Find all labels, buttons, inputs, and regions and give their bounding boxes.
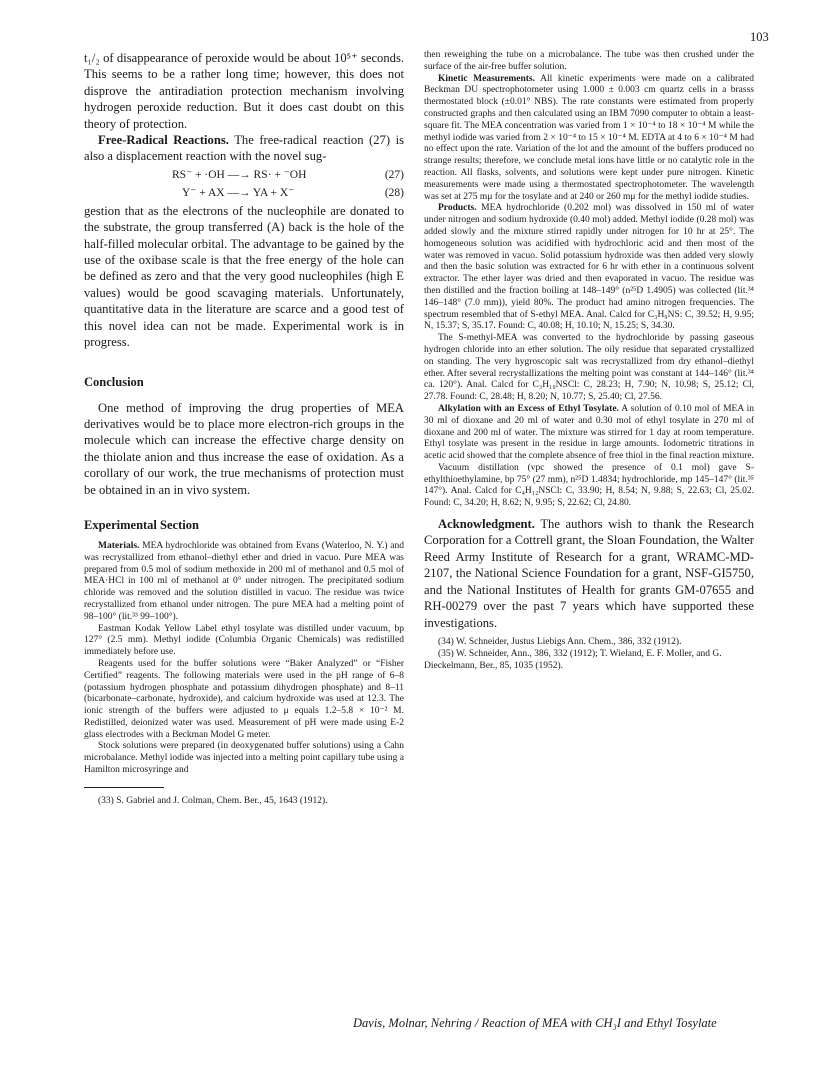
running-footer: Davis, Molnar, Nehring / Reaction of MEA with CH₃I and Ethyl Tosylate [353,1016,717,1030]
free-radical-text: The free-radical reaction (27) is also a displacement reaction with the novel sug- [84,133,404,164]
left-column [84,50,404,808]
materials-text: MEA hydrochloride was obtained from Evans (Waterloo, N. Y.) and was recrystallized from ethanol–diethyl ether and dried in vacuo. Pure MEA was prepared from 0.5 mol of sodium methoxide in 200 ml of methanol and 0.5 mol of MEA·HCl in 100 ml of methanol at 0° under nitrogen. The precipitated sodium chloride was removed and the solution distilled in vacuo. The residue was twice recrystallized from ethanol under nitrogen. The pure MEA had a melting point of 98–100° (lit.³³ 99–100°). [84,540,404,622]
paragraph-peroxide: t₁/₂ of disappearance of peroxide would be about 10⁵⁺ seconds. This seems to be a rather long time; however, this does not disprove the antiradiation protection mechanism involving hydrogen peroxide reduction. But it does cast doubt on this theory of protection. [84,51,404,131]
equation-28-expression: Y⁻ + AX —→ YA + X⁻ [182,186,295,199]
paragraph-materials [84,541,404,624]
footnote-35: (35) W. Schneider, Ann., 386, 332 (1912); T. Wieland, E. F. Moller, and G. Dieckelmann, Ber., 85, 1035 (1952). [424,648,722,671]
paragraph-products [424,203,754,333]
paragraph-vacuum-distillation: Vacuum distillation (vpc showed the presence of 0.1 mol) gave S-ethylthioethylamine, bp 75° (27 mm), n²⁵D 1.4834; hydrochloride, mp 145–147° (lit.³⁵ 147°). Anal. Calcd for C₄H₁₂NSCl: C, 33.90; H, 8.54; N, 9.88; S, 22.63; Cl, 25.02. Found: C, 34.20; H, 8.62; N, 9.95; S, 22.62; Cl, 24.80. [424,462,754,509]
paragraph-oxibase: gestion that as the electrons of the nucleophile are donated to the substrate, the group transferred (A) back is the hole of the half-filled molecular orbital. The advantage to be gained by the use of the oxibase scale is that the free energy of the hole can be defined as zero and that the very good nucleophiles (high E values) would be good scavaging materials. Unfortunately, quantitative data in the literature are scarce and a good test of this novel idea can not be made. Experimental work is in progress. [84,203,404,350]
equation-28-number: (28) [384,186,404,199]
kinetic-text: All kinetic experiments were made on a calibrated Beckman DU spectrophotometer using 1.000 ± 0.003 cm quartz cells in a brasss thermostated block (±0.01° NBS). The rate constants were estimated from properly constructed graphs and then calculated using an IBM 7090 computer to obtain a least-square fit. The MEA concentration was varied from 1 × 10⁻⁴ to 18 × 10⁻⁴ M while the methyl iodide was varied from 2 × 10⁻⁴ to 15 × 10⁻⁴ M. EDTA at 4 to 6 × 10⁻⁴ M had no effect upon the rate. Variation of the lot and the amount of the buffers produced no strange results; therefore, we conclude metal ions have little or no catalytic role in the reaction. All flasks, solvents, and solutions were kept under pure nitrogen. Kinetic measurements were made using a thermostated spectrophotometer. The wavelength was set at 275 mμ for the tosylate and at 240 or 260 mμ for the methyl iodide studies. [424,73,755,202]
footnote-33: (33) S. Gabriel and J. Colman, Chem. Ber., 45, 1643 (1912). [98,795,328,806]
paragraph-acknowledgment [424,516,754,631]
run-in-heading-kinetic: Kinetic Measurements. [438,73,535,84]
products-text: MEA hydrochloride (0.202 mol) was dissolved in 150 ml of water under nitrogen and sodium hydroxide (0.40 mol) added. Methyl iodide (0.28 mol) was added slowly and the mixture stirred rapidly under nitrogen for 10 hr at 25°. The homogeneous solution was acidified with hydrochloric acid and then most of the water was removed in vacuo. Solid potassium hydroxide was then added very slowly and then the basic solution was extracted for 6 hr with ether in a continuous solvent extractor. The ether layer was dried and then evaporated in vacuo. The residue was then distilled and the fraction boiling at 148–149° (n²⁵D 1.4905) was collected (lit.³⁴ 146–148° (7.0 mm)), yield 80%. The product had amino nitrogen frequencies. The spectrum resembled that of S-ethyl MEA. Anal. Calcd for C₃H₉NS: C, 39.52; H, 9.95; N, 15.37; S, 35.17. Found: C, 40.08; H, 10.10; N, 15.25; S, 34.30. [424,203,754,332]
run-in-heading-alkylation: Alkylation with an Excess of Ethyl Tosylate. [438,403,619,414]
run-in-heading-free-radical: Free-Radical Reactions. [98,133,229,148]
paragraph-alkylation [424,404,754,463]
right-column [424,50,754,672]
page-number: 103 [750,30,769,44]
footnote-34: (34) W. Schneider, Justus Liebigs Ann. Chem., 386, 332 (1912). [438,636,682,647]
equation-28 [84,185,404,201]
run-in-heading-materials: Materials. [98,540,140,551]
section-heading-experimental: Experimental Section [84,517,199,532]
paragraph-reagents: Reagents used for the buffer solutions were “Baker Analyzed” or “Fisher Certified” reagents. The following materials were used in the pH range of 6–8 (potassium hydrogen phosphate and potassium dihydrogen phosphate) and 8–11 (bicarbonate–carbonate, hydroxide), and calcium hydroxide was used at 12.3. The ionic strength of the buffers were adjusted to μ equals 1.2–5.8 × 10⁻² M. Redistilled, deionized water was used. Measurement of pH were made using E-2 glass electrodes with a Beckman Model G meter. [84,658,404,740]
equation-27-expression: RS⁻ + ·OH —→ RS· + ⁻OH [172,168,307,181]
run-in-heading-products: Products. [438,203,477,214]
footnote-rule [84,787,164,788]
acknowledgment-text: The authors wish to thank the Research Corporation for a Cottrell grant, the Sloan Foundation, the Walter Reed Army Institute of Research for a grant, WRAMC-MD-2107, the National Science Foundation for a grant, NSF-GI5750, and the National Institutes of Health for grants GM-07655 and RH-00279 over the past 7 years which have supported these investigations. [424,517,754,630]
paragraph-eastman-kodak: Eastman Kodak Yellow Label ethyl tosylate was distilled under vacuum, bp 127° (2.5 mm). Methyl iodide (Columbia Organic Chemicals) was redistilled immediately before use. [84,623,404,658]
run-in-heading-acknowledgment: Acknowledgment. [438,517,535,532]
paragraph-conclusion: One method of improving the drug properties of MEA derivatives would be to place more electron-rich groups in the molecule which can increase the effective charge density on the thiolate anion and thus increase the ease of oxidation. As a corollary of our work, the true mechanisms of protection must be obtained in an in vivo system. [84,400,404,497]
equation-27 [84,167,404,183]
paragraph-stock-solutions: Stock solutions were prepared (in deoxygenated buffer solutions) using a Cahn microbalance. Methyl iodide was injected into a melting point capillary tube using a Hamilton microsyringe and [84,741,405,776]
paragraph-s-methyl-mea: The S-methyl-MEA was converted to the hydrochloride by passing gaseous hydrogen chloride into an ether solution. The oily residue that separated crystallized on standing. The very hygroscopic salt was recrystallized from dry ethanol–diethyl ether. After several recrystallizations the melting point was constant at 144–146° (lit.³⁴ ca. 120°). Anal. Calcd for C₃H₁₀NSCl: C, 28.23; H, 7.90; N, 10.98; S, 25.12; Cl, 27.78. Found: C, 28.48; H, 8.20; N, 10.77; S, 25.40; Cl, 27.56. [424,333,754,403]
alkylation-text: A solution of 0.10 mol of MEA in 30 ml of dioxane and 20 ml of water and 0.30 mol of ethyl tosylate in 270 ml of dioxane and 200 ml of water. The mixture was stirred for 1 day at room temperature. Ethyl tosylate was present in the residue in large amounts. Iodometric titrations in acetic acid showed that the complete absence of free thiol in the final reaction mixture. [424,403,755,462]
paragraph-free-radical [84,132,404,165]
paragraph-kinetic [424,74,754,204]
section-heading-conclusion: Conclusion [84,374,144,389]
equation-27-number: (27) [384,168,404,181]
paragraph-reweighing: then reweighing the tube on a microbalance. The tube was then crushed under the surface of the air-free buffer solution. [424,50,754,72]
